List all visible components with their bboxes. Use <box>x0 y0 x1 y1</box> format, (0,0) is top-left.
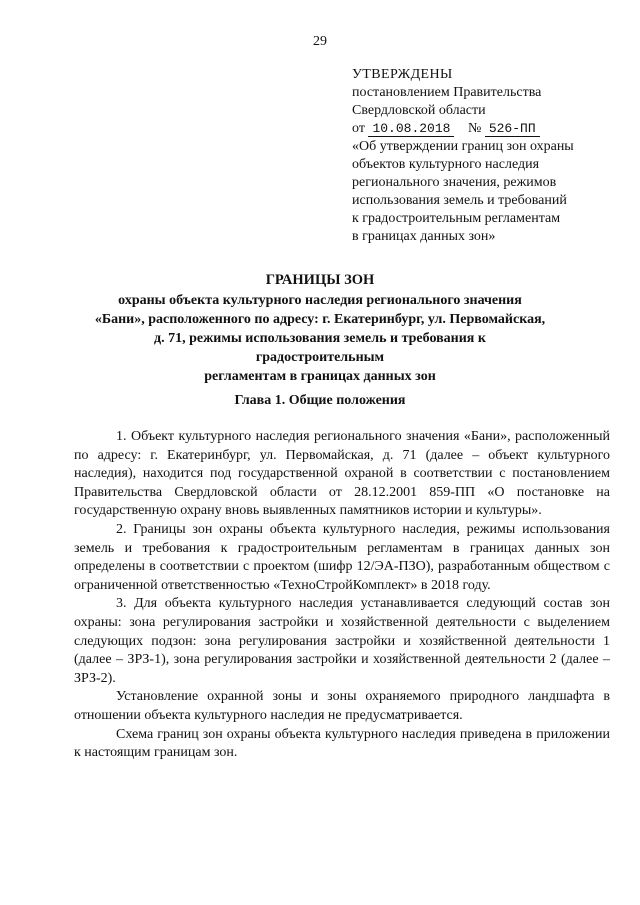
paragraph: 2. Границы зон охраны объекта культурного наследия, режимы использования земель и требования к градостроительным регламентам в границах данных зон определены в соответствии с проектом (шифр 12/ЭА-ПЗО), разработанным обществом с ограниченной ответственностью «ТехноСтройКомплект» в 2018 году. <box>74 521 610 593</box>
approval-subject-line: объектов культурного наследия <box>352 157 540 172</box>
approval-block <box>352 66 622 246</box>
approval-date-number-line <box>352 120 622 138</box>
approval-heading: УТВЕРЖДЕНЫ <box>352 67 453 82</box>
title-line: «Бани», расположенного по адресу: г. Екатеринбург, ул. Первомайская, <box>94 312 546 327</box>
number-label: № <box>467 121 482 136</box>
approval-line-2: Свердловской области <box>352 103 486 118</box>
approval-subject-line: к градостроительным регламентам <box>352 211 561 226</box>
paragraph: 3. Для объекта культурного наследия устанавливается следующий состав зон охраны: зона регулирования застройки и хозяйственной деятельности с выделением следующих подзон: зона регулирования застройки и хозяйственной деятельности 1 (далее – ЗРЗ-1), зона регулирования застройки и хозяйственной деятельности 2 (далее – ЗРЗ-2). <box>74 596 610 686</box>
approval-subject-line: регионального значения, режимов <box>352 175 557 190</box>
from-label: от <box>352 121 365 136</box>
approval-line-1: постановлением Правительства <box>352 85 542 100</box>
approval-subject-line: в границах данных зон» <box>352 229 496 244</box>
chapter-heading: Глава 1. Общие положения <box>234 393 406 408</box>
approval-date: 10.08.2018 <box>368 121 454 137</box>
paragraph: 1. Объект культурного наследия регионального значения «Бани», расположенный по адресу: г. Екатеринбург, ул. Первомайская, д. 71 (далее – объект культурного наследия), находится под государственной охраной в соответствии с постановлением Правительства Свердловской области от 28.12.2001 859-ПП «О постановке на государственную охрану вновь выявленных памятников истории и культуры». <box>74 429 610 519</box>
document-title <box>90 271 550 386</box>
paragraph: Установление охранной зоны и зоны охраняемого природного ландшафта в отношении объекта культурного наследия не предусматривается. <box>74 689 610 723</box>
page-number: 29 <box>313 34 327 49</box>
approval-subject-line: «Об утверждении границ зон охраны <box>352 139 574 154</box>
title-line: охраны объекта культурного наследия регионального значения <box>118 293 522 308</box>
approval-subject-line: использования земель и требований <box>352 193 567 208</box>
title-line: д. 71, режимы использования земель и требования к градостроительным <box>154 331 486 365</box>
title-line: регламентам в границах данных зон <box>204 369 436 384</box>
approval-number: 526-ПП <box>485 121 540 137</box>
title-main: ГРАНИЦЫ ЗОН <box>265 272 375 288</box>
body-text <box>74 428 610 763</box>
paragraph: Схема границ зон охраны объекта культурного наследия приведена в приложении к настоящим границам зон. <box>74 726 610 761</box>
